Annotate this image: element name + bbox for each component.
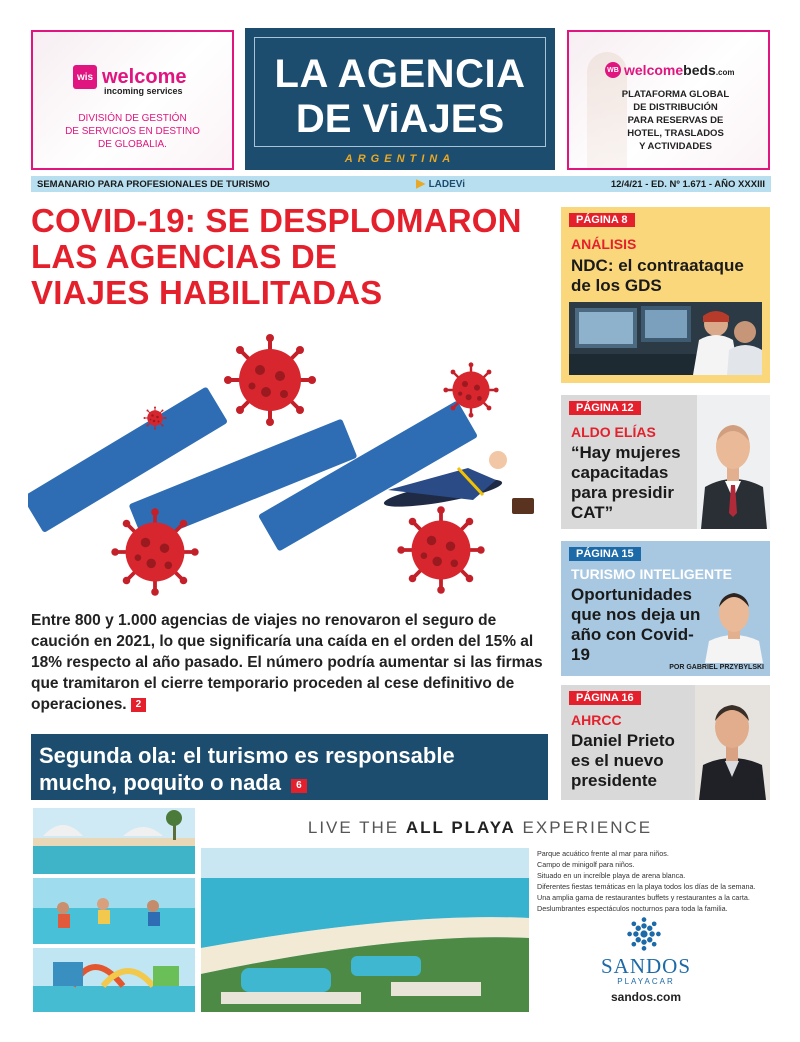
headline-line: VIAJES HABILITADAS (31, 274, 383, 311)
virus-icon (111, 508, 198, 595)
welcome-ad-text (41, 112, 224, 151)
teaser-byline: POR GABRIEL PRZYBYLSKI (669, 664, 764, 671)
virus-icon (397, 506, 484, 593)
teaser-title: NDC: el contraataque de los GDS (571, 256, 744, 295)
ad-text-line: PLATAFORMA GLOBAL (621, 89, 730, 100)
welcomebeds-ad[interactable] (567, 30, 770, 170)
welcome-incoming-ad[interactable] (31, 30, 234, 170)
teaser-kicker: ALDO ELÍAS (571, 424, 656, 440)
page-tag: PÁGINA 16 (569, 691, 641, 705)
masthead-line-2: DE ViAJES (295, 97, 505, 141)
ad-text-line: DE DISTRIBUCIÓN (633, 102, 718, 113)
teaser-kicker: ANÁLISIS (571, 236, 637, 252)
ad-feature-item: Una amplia gama de restaurantes buffets y restaurantes a la carta. (537, 893, 750, 902)
ad-photo-family-beach (33, 878, 195, 944)
sandos-brand: SANDOS (600, 954, 692, 978)
ad-feature-item: Campo de minigolf para niños. (537, 860, 635, 869)
welcomebeds-logo (605, 62, 735, 78)
office-screens-photo (569, 302, 762, 375)
virus-icon (224, 334, 316, 426)
teaser-title: “Hay mujeres capacitadas para presidir CAT” (571, 443, 681, 522)
main-story-lede[interactable] (31, 610, 543, 715)
wis-logo-mark: wis (73, 65, 97, 89)
lede-text: Entre 800 y 1.000 agencias de viajes no renovaron el seguro de caución en 2021, lo que significaría una caída en el orden del 15% al 18% respecto al año pasado. El número podría aumentar si las firmas que tramitaron el cierre temporario proceden al cese definitivo de operaciones. (31, 612, 543, 713)
masthead-country: ARGENTINA (344, 153, 456, 165)
ad-text-line: Y ACTIVIDADES (639, 141, 712, 152)
welcomebeds-logo-name: welcomebeds.com (624, 62, 735, 78)
page-tag: PÁGINA 15 (569, 547, 641, 561)
page-ref-badge[interactable]: 2 (131, 698, 147, 712)
sidebar-teaser-turismo-inteligente[interactable] (561, 541, 770, 676)
ad-feature-list (537, 848, 777, 914)
masthead-line-1: LA AGENCIA (274, 52, 526, 96)
second-story-line: mucho, poquito o nada 6 (39, 769, 540, 796)
teaser-kicker: TURISMO INTELIGENTE (571, 566, 732, 582)
teaser-kicker: AHRCC (571, 712, 622, 728)
ladevi-logo[interactable]: LADEVi (416, 179, 466, 190)
sidebar-teaser-ndc[interactable] (561, 207, 770, 383)
ad-photo-resort-aerial (201, 848, 529, 1012)
sidebar-teaser-ahrcc[interactable] (561, 685, 770, 800)
headline-line: COVID-19: SE DESPLOMARON (31, 202, 522, 239)
ad-text-line: DE SERVICIOS EN DESTINO (65, 126, 200, 137)
ad-feature-item: Diferentes fiestas temáticas en la playa todos los días de la semana. (537, 882, 756, 891)
sidebar-teaser-aldo-elias[interactable] (561, 395, 770, 529)
collapsing-bars-virus-illustration (28, 320, 548, 612)
issue-strip (31, 176, 771, 192)
gabriel-przybylski-portrait (703, 583, 765, 663)
sandos-sub-brand: PLAYACAR (617, 977, 675, 986)
second-story-banner[interactable] (31, 734, 548, 800)
ad-photo-waterpark (33, 948, 195, 1012)
masthead-logo[interactable] (245, 28, 555, 170)
welcomebeds-ad-text (589, 88, 762, 153)
ad-text-line: DIVISIÓN DE GESTIÓN (78, 113, 187, 124)
welcomebeds-logo-mark: WB (605, 62, 621, 78)
main-headline[interactable] (31, 203, 551, 311)
daniel-prieto-portrait (695, 685, 770, 800)
ad-text-line: DE GLOBALIA. (98, 139, 167, 150)
sandos-url-link[interactable]: sandos.com (610, 990, 682, 1004)
teaser-title: Oportunidades que nos deja un año con Covid-19 (571, 585, 701, 664)
ad-photo-pool-deck (33, 808, 195, 874)
ladevi-mark-icon (416, 179, 426, 189)
ad-text-line: HOTEL, TRASLADOS (627, 128, 724, 139)
page-tag: PÁGINA 8 (569, 213, 635, 227)
sandos-emblem-icon (626, 916, 662, 952)
page-tag: PÁGINA 12 (569, 401, 641, 415)
page-ref-badge[interactable]: 6 (291, 779, 307, 793)
teaser-title: Daniel Prieto es el nuevo presidente (571, 731, 675, 790)
headline-line: LAS AGENCIAS DE (31, 238, 338, 275)
ad-feature-item: Parque acuático frente al mar para niños. (537, 849, 669, 858)
ad-feature-item: Situado en un increíble playa de arena blanca. (537, 871, 686, 880)
publication-tagline: SEMANARIO PARA PROFESIONALES DE TURISMO (37, 178, 270, 190)
second-story-line: Segunda ola: el turismo es responsable (39, 743, 455, 768)
welcome-logo-sub: incoming services (104, 86, 183, 96)
issue-info: 12/4/21 - ED. Nº 1.671 - AÑO XXXIII (610, 178, 765, 190)
virus-icon (443, 362, 498, 417)
ad-feature-item: Deslumbrantes espectáculos nocturnos para toda la familia. (537, 904, 728, 913)
virus-icon (144, 407, 167, 430)
aldo-elias-portrait (697, 395, 770, 529)
ad-text-line: PARA RESERVAS DE (627, 115, 724, 126)
welcome-logo-name: welcome (102, 66, 187, 88)
ad-headline[interactable]: LIVE THE ALL PLAYA EXPERIENCE (307, 818, 653, 837)
